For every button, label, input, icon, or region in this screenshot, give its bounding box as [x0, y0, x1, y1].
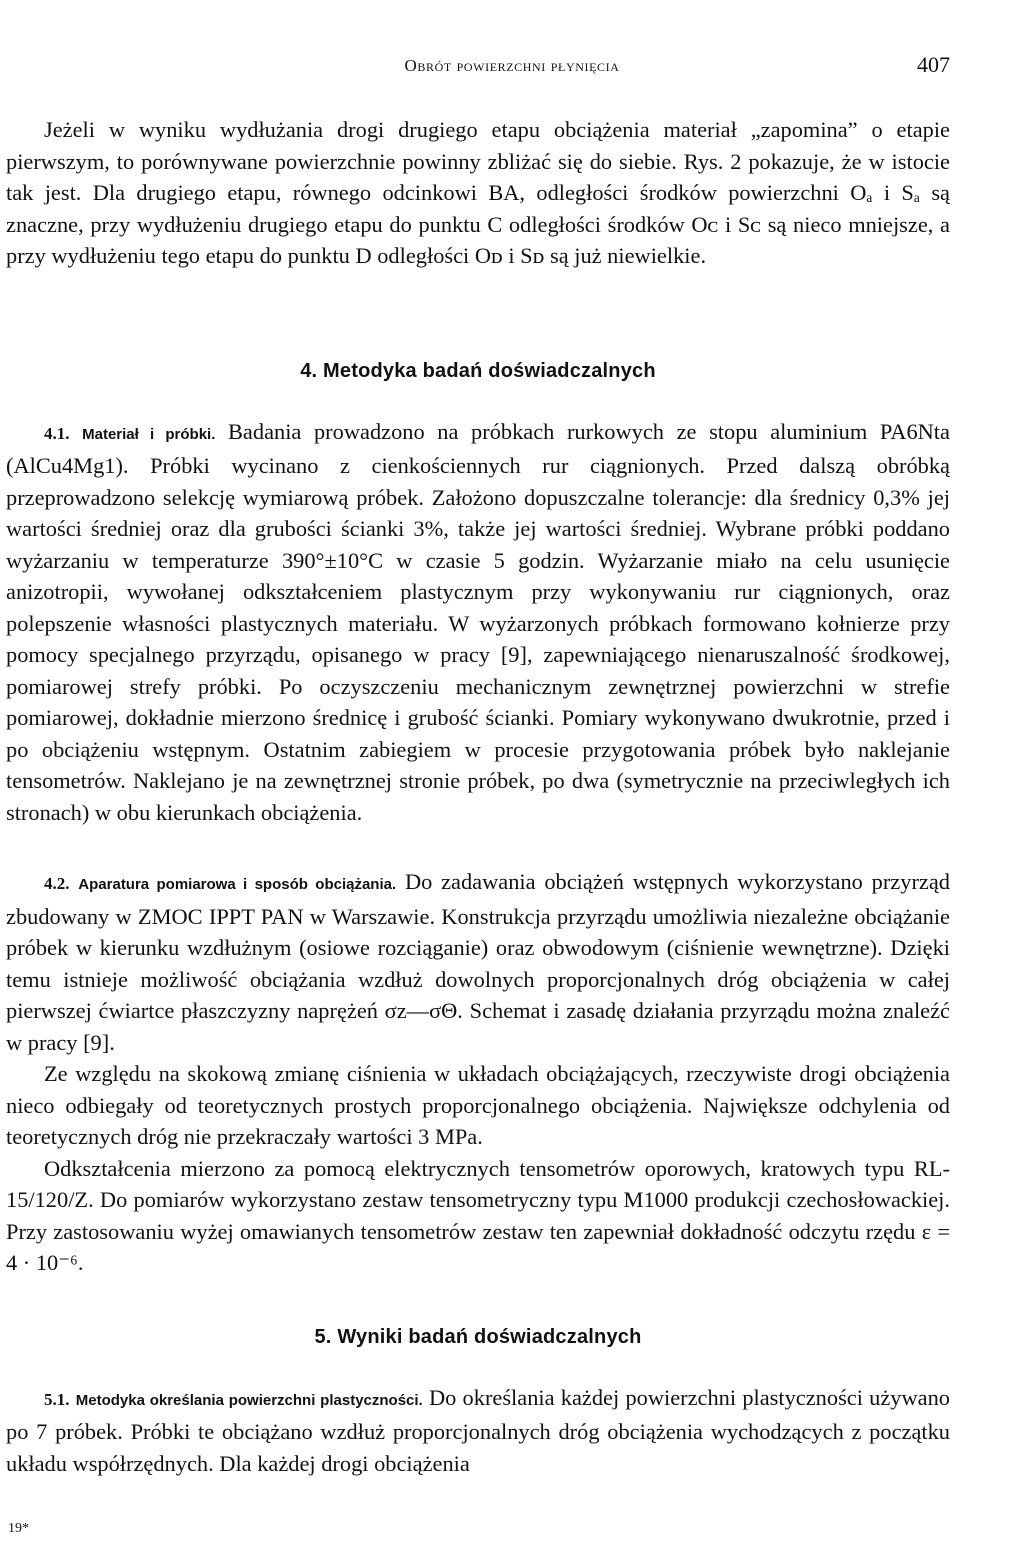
signature-mark: 19*	[8, 1521, 29, 1536]
subsection-4-2-label: Aparatura pomiarowa i sposób obciążania.	[78, 876, 397, 893]
subsection-4-2-paragraph-2: Ze względu na skokową zmianę ciśnienia w układach obciążających, rzeczywiste drogi obciążenia nieco odbiegały od teoretycznych prostych proporcjonalnego obciążenia. Największe odchylenia od teoretycznych dróg nie przekraczały wartości 3 MPa.	[6, 1061, 950, 1149]
subsection-4-2-number: 4.2.	[44, 874, 70, 893]
subsection-5-1-text: Do określania każdej powierzchni plastyczności używano po 7 próbek. Próbki te obciążano wzdłuż proporcjonalnych dróg obciążenia wychodzących z początku układu współrzędnych. Dla każdej drogi obciążenia	[6, 1384, 950, 1476]
subsection-5-1-paragraph	[6, 1382, 950, 1480]
intro-block	[6, 114, 950, 272]
subsection-5-1-label: Metodyka określania powierzchni plastyczności.	[75, 1391, 423, 1409]
section-5	[6, 1322, 950, 1479]
subsection-4-2-paragraph-3: Odkształcenia mierzono za pomocą elektrycznych tensometrów oporowych, kratowych typu RL-15/120/Z. Do pomiarów wykorzystano zestaw tensometryczny typu M1000 produkcji czechosłowackiej. Przy zastosowaniu wyżej omawianych tensometrów zestaw ten zapewniał dokładność odczytu rzędu ε = 4 · 10⁻⁶.	[6, 1155, 950, 1275]
section-5-heading: 5. Wyniki badań doświadczalnych	[314, 1326, 642, 1348]
subsection-5-1-number: 5.1.	[44, 1389, 70, 1409]
subsection-4-2-paragraph-1	[6, 866, 950, 1058]
subsection-4-1-number: 4.1.	[44, 423, 70, 443]
running-header	[0, 52, 1024, 82]
subsection-4-2	[6, 866, 950, 1279]
page-number: 407	[917, 52, 950, 77]
subsection-4-1-text: Badania prowadzono na próbkach rurkowych ze stopu aluminium PA6Nta (AlCu4Mg1). Próbki wycinano z cienkościennych rur ciągnionych. Przed dalszą obróbką przeprowadzono selekcję wymiarową próbek. Założono dopuszczalne tolerancje: dla średnicy 0,3% jej wartości średniej oraz dla grubości ścianki 3%, także jej wartości średniej. Wybrane próbki poddano wyżarzaniu w temperaturze 390°±10°C w czasie 5 godzin. Wyżarzanie miało na celu usunięcie anizotropii, wywołanej odkształceniem plastycznym przy wykonywaniu rur ciągnionych, oraz polepszenie własności plastycznych materiału. W wyżarzonych próbkach formowano kołnierze przy pomocy specjalnego przyrządu, opisanego w pracy [9], zapewniającego nienaruszalność środkowej, pomiarowej strefy próbki. Po oczyszczeniu mechanicznym zewnętrznej powierzchni w strefie pomiarowej, dokładnie mierzono średnicę i grubość ścianki. Pomiary wykonywano dwukrotnie, przed i po obciążeniu wstępnym. Ostatnim zabiegiem w procesie przygotowania próbek było naklejanie tensometrów. Naklejano je na zewnętrznej stronie próbek, po dwa (symetrycznie na przeciwległych ich stronach) w obu kierunkach obciążenia.	[6, 418, 950, 825]
subsection-4-1-paragraph	[6, 416, 950, 829]
subsection-4-2-text-1: Do zadawania obciążeń wstępnych wykorzystano przyrząd zbudowany w ZMOC IPPT PAN w Warszawie. Konstrukcja przyrządu umożliwia niezależne obciążanie próbek w kierunku wzdłużnym (osiowe rozciąganie) oraz obwodowym (ciśnienie wewnętrzne). Dzięki temu istnieje możliwość obciążania wzdłuż dowolnych proporcjonalnych dróg obciążenia w całej pierwszej ćwiartce płaszczyzny naprężeń σz—σΘ. Schemat i zasadę działania przyrządu można znaleźć w pracy [9].	[6, 869, 950, 1055]
running-title: Obrót powierzchni płynięcia	[404, 56, 620, 75]
section-4-heading: 4. Metodyka badań doświadczalnych	[300, 360, 656, 382]
intro-paragraph: Jeżeli w wyniku wydłużania drogi drugiego etapu obciążenia materiał „zapomina” o etapie pierwszym, to porównywane powierzchnie powinny zbliżać się do siebie. Rys. 2 pokazuje, że w istocie tak jest. Dla drugiego etapu, równego odcinkowi BA, odległości środków powierzchni Oₐ i Sₐ są znaczne, przy wydłużeniu drugiego etapu do punktu C odległości środków Oᴄ i Sᴄ są nieco mniejsze, a przy wydłużeniu tego etapu do punktu D odległości Oᴅ i Sᴅ są już niewielkie.	[6, 117, 950, 268]
section-4	[6, 356, 950, 828]
subsection-4-1-label: Materiał i próbki.	[82, 425, 216, 443]
